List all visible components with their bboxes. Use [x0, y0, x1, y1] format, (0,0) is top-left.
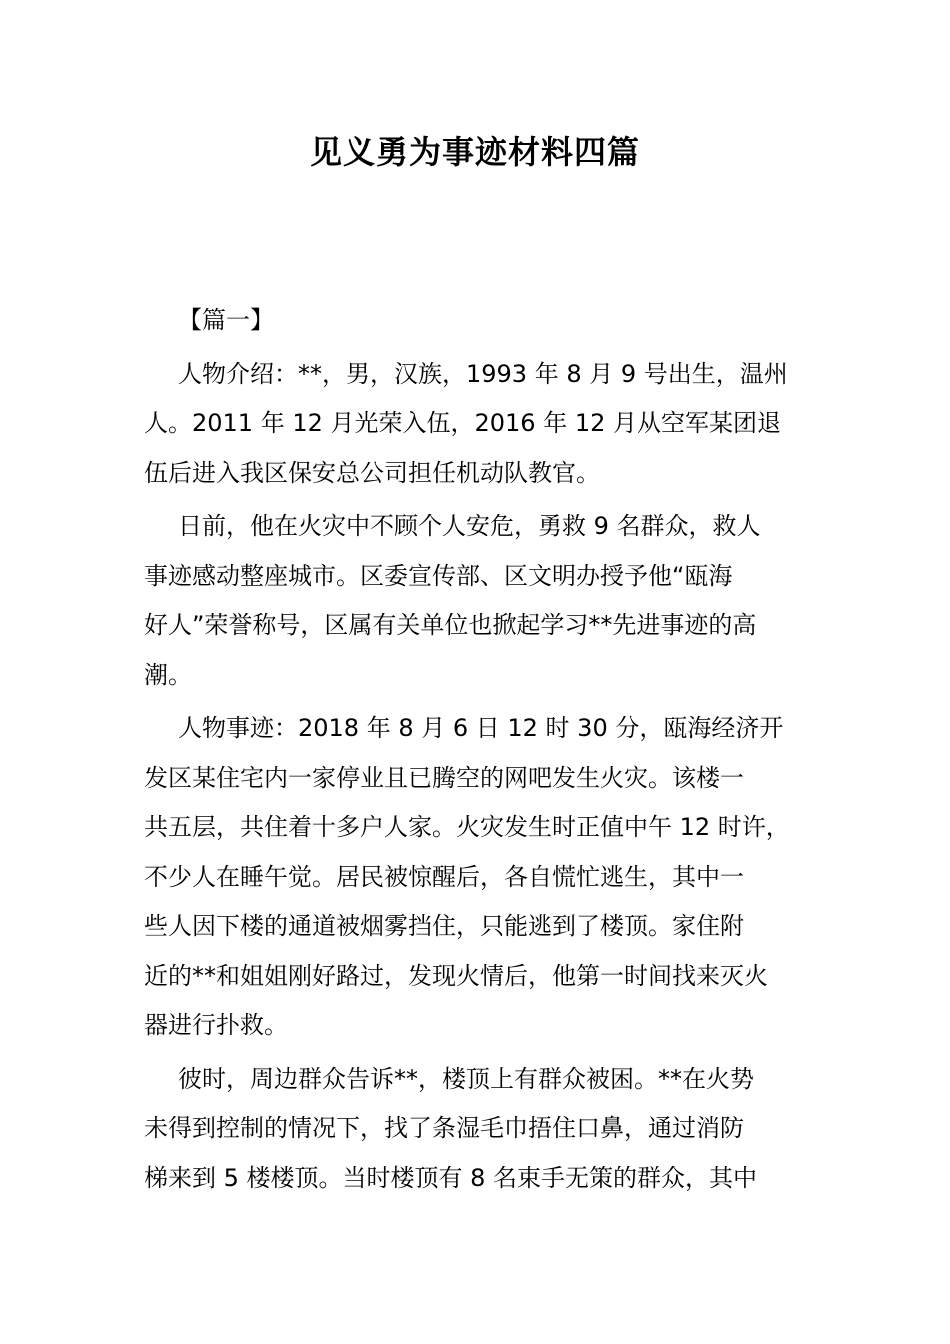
paragraph-line: 不少人在睡午觉。居民被惊醒后，各自慌忙逃生，其中一: [144, 862, 744, 891]
paragraph-line: 共五层，共住着十多户人家。火灾发生时正值中午 12 时许，: [144, 813, 790, 841]
paragraph-line: 好人”荣誉称号，区属有关单位也掀起学习**先进事迹的高: [144, 611, 757, 639]
document-body: [144, 296, 808, 1207]
paragraph-line: 彼时，周边群众告诉**，楼顶上有群众被困。**在火势: [178, 1064, 754, 1093]
paragraph-line: 日前，他在火灾中不顾个人安危，勇救 9 名群众，救人: [178, 512, 761, 540]
paragraph-line: 器进行扑救。: [144, 1011, 288, 1039]
paragraph-line: 未得到控制的情况下，找了条湿毛巾捂住口鼻，通过消防: [144, 1114, 744, 1142]
paragraph-line: 人物事迹：2018 年 8 月 6 日 12 时 30 分，瓯海经济开: [178, 714, 784, 742]
document-title: 见义勇为事迹材料四篇: [309, 133, 640, 171]
paragraph-line: 潮。: [144, 660, 192, 689]
section-heading: 【篇一】: [178, 306, 274, 334]
paragraph-1: [144, 350, 808, 499]
paragraph-4: [144, 1055, 808, 1204]
paragraph-3: [144, 704, 808, 1051]
paragraph-line: 梯来到 5 楼楼顶。当时楼顶有 8 名束手无策的群众，其中: [144, 1163, 758, 1192]
paragraph-line: 人。2011 年 12 月光荣入伍，2016 年 12 月从空军某团退: [144, 409, 782, 437]
paragraph-2: [144, 502, 808, 700]
paragraph-line: 人物介绍：**，男，汉族，1993 年 8 月 9 号出生，温州: [178, 359, 788, 388]
paragraph-line: 些人因下楼的通道被烟雾挡住，只能逃到了楼顶。家住附: [144, 912, 744, 940]
paragraph-line: 近的**和姐姐刚好路过，发现火情后，他第一时间找来灭火: [144, 961, 768, 990]
paragraph-line: 事迹感动整座城市。区委宣传部、区文明办授予他“瓯海: [144, 561, 733, 590]
paragraph-line: 伍后进入我区保安总公司担任机动队教官。: [144, 458, 600, 487]
paragraph-line: 发区某住宅内一家停业且已腾空的网吧发生火灾。该楼一: [144, 763, 744, 792]
